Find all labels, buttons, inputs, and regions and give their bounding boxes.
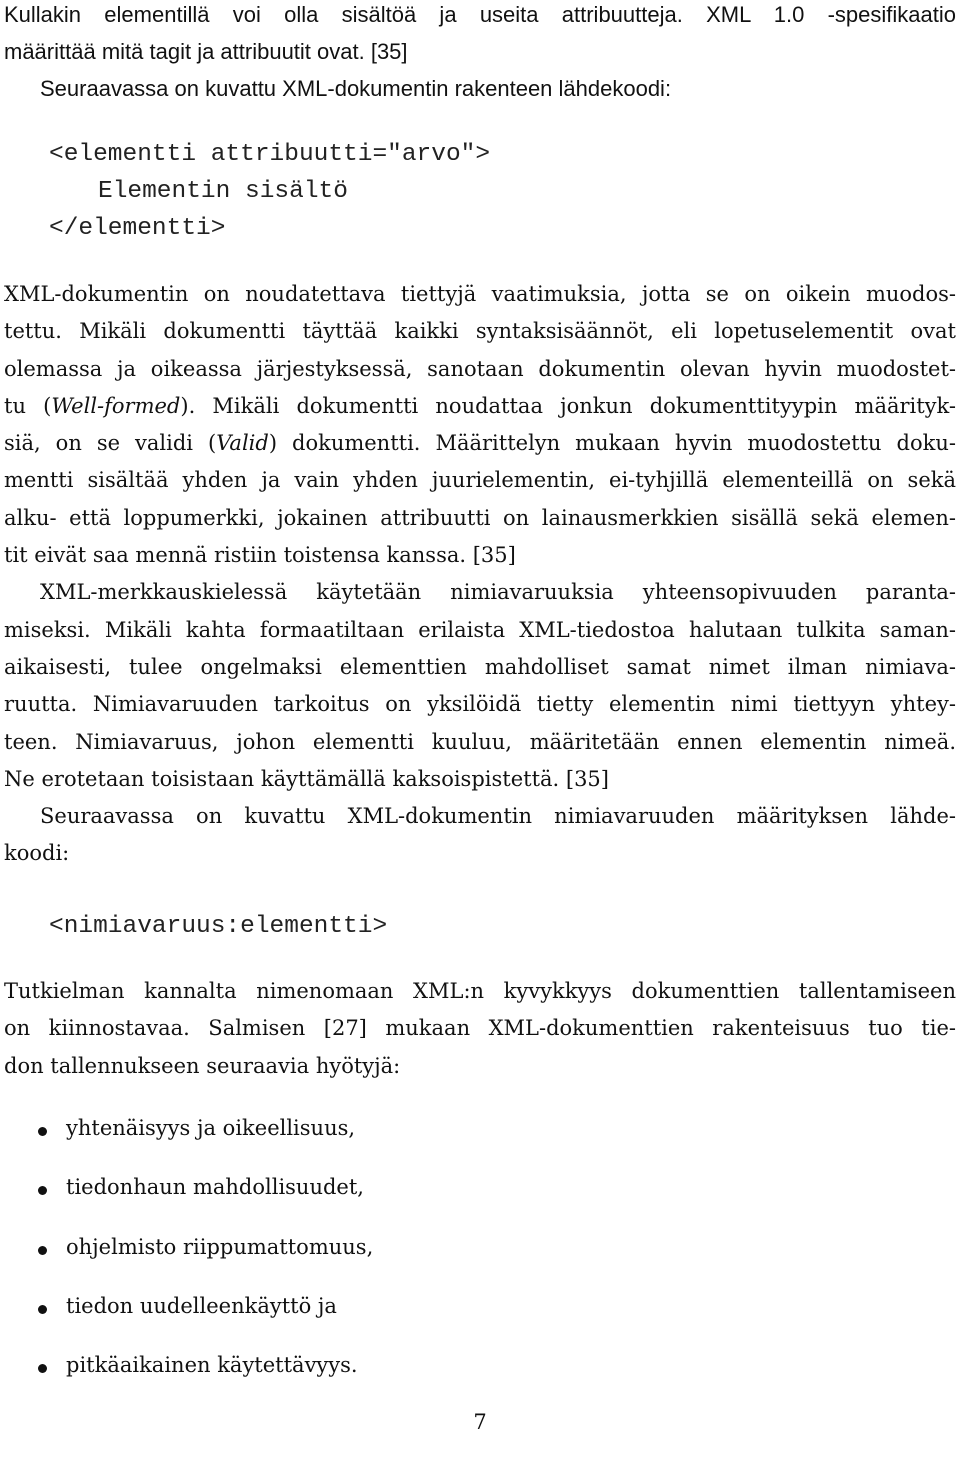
bullet-icon [38, 1186, 47, 1195]
text-line: ruutta. Nimiavaruuden tarkoitus on yksilöidä tietty elementin nimi tiettyyn yhtey- [4, 692, 956, 717]
term-valid: Valid [216, 431, 269, 456]
text-line [4, 425, 956, 462]
page-number: 7 [473, 1410, 487, 1434]
text-line: tit eivät saa mennä ristiin toistensa kanssa. [35] [4, 543, 516, 568]
bullet-icon [38, 1127, 47, 1136]
text-line: XML-dokumentin on noudatettava tiettyjä vaatimuksia, jotta se on oikein muodos- [4, 282, 956, 306]
term-well-formed: Well-formed [51, 393, 181, 418]
code-block-namespace [49, 908, 387, 945]
bullet-icon [38, 1246, 47, 1255]
body-paragraphs [4, 276, 956, 873]
text-line: koodi: [4, 841, 70, 866]
intro-paragraph [4, 0, 956, 107]
text-line: Tutkielman kannalta nimenomaan XML:n kyvykkyys dokumenttien tallentamiseen [4, 979, 956, 1003]
list-item [0, 1288, 960, 1347]
text-line: don tallennukseen seuraavia hyötyjä: [4, 1053, 401, 1078]
code-line: <elementti attribuutti="arvo"> [49, 141, 491, 168]
code-line: <nimiavaruus:elementti> [49, 913, 388, 940]
text-line: mentti sisältää yhden ja vain yhden juurielementin, ei-tyhjillä elementeillä on sekä [4, 468, 956, 493]
text-segment: ). Mikäli dokumentti noudattaa jonkun dokumenttityypin määrityk- [180, 393, 956, 418]
text-line: Ne erotetaan toisistaan käyttämällä kaksoispistettä. [35] [4, 766, 609, 791]
text-segment: tu ( [4, 393, 52, 418]
benefits-list [0, 1110, 960, 1406]
bullet-icon [38, 1305, 47, 1314]
list-item-text: pitkäaikainen käytettävyys. [66, 1353, 358, 1378]
text-segment: ) dokumentti. Määrittelyn mukaan hyvin muodostettu doku- [268, 431, 956, 456]
text-line [4, 388, 956, 425]
list-item-text: yhtenäisyys ja oikeellisuus, [66, 1116, 356, 1140]
text-line: on kiinnostavaa. Salmisen [27] mukaan XML-dokumenttien rakenteisuus tuo tie- [4, 1016, 956, 1041]
text-line: Seuraavassa on kuvattu XML-dokumentin rakenteen lähdekoodi: [40, 76, 672, 101]
list-item-text: ohjelmisto riippumattomuus, [66, 1234, 374, 1259]
text-line: Seuraavassa on kuvattu XML-dokumentin nimiavaruuden määrityksen lähde- [40, 804, 956, 829]
code-line: </elementti> [49, 215, 226, 242]
text-segment: siä, on se validi ( [4, 431, 217, 456]
benefits-intro-paragraph [4, 973, 956, 1085]
list-item [0, 1347, 960, 1406]
list-item-text: tiedon uudelleenkäyttö ja [66, 1293, 337, 1318]
text-line: tettu. Mikäli dokumentti täyttää kaikki syntaksisäännöt, eli lopetuselementit ovat [4, 319, 956, 344]
text-line: teen. Nimiavaruus, johon elementti kuuluu, määritetään ennen elementin nimeä. [4, 729, 956, 754]
text-line: olemassa ja oikeassa järjestyksessä, sanotaan dokumentin olevan hyvin muodostet- [4, 356, 956, 381]
text-line: miseksi. Mikäli kahta formaatiltaan erilaista XML-tiedostoa halutaan tulkita saman- [4, 617, 956, 642]
text-line: Kullakin elementillä voi olla sisältöä ja useita attribuutteja. XML 1.0 -spesifikaatio [4, 2, 956, 27]
list-item [0, 1169, 960, 1228]
list-item-text: tiedonhaun mahdollisuudet, [66, 1175, 364, 1200]
text-line: alku- että loppumerkki, jokainen attribuutti on lainausmerkkien sisällä sekä elemen- [4, 505, 956, 530]
text-line: XML-merkkauskielessä käytetään nimiavaruuksia yhteensopivuuden paranta- [40, 580, 956, 605]
code-line: Elementin sisältö [98, 178, 348, 205]
bullet-icon [38, 1364, 47, 1373]
text-line: määrittää mitä tagit ja attribuutit ovat. [35] [4, 39, 408, 64]
code-block-element [49, 136, 490, 247]
list-item [0, 1110, 960, 1169]
text-line: aikaisesti, tulee ongelmaksi elementtien mahdolliset samat nimet ilman nimiava- [4, 654, 956, 679]
list-item [0, 1229, 960, 1288]
